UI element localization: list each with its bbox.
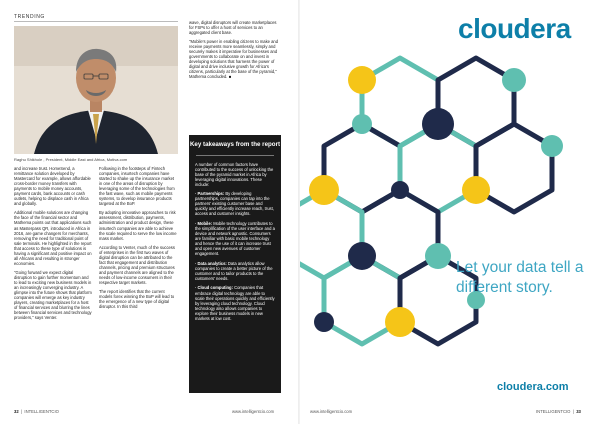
navy-node [314,312,334,332]
photo-caption: Raghu Shikhole , President, Middle East and Africa, Motiva.com [14,157,128,162]
page-number: 32 [14,409,19,414]
yellow-node [385,307,415,337]
navy-node [422,108,454,140]
footer-right: INTELLIGENTCIO | 33 [536,409,581,414]
takeaway-text: Data analytics allow companies to create a better picture of the customer and to tailor products to the customers' needs. [195,260,273,281]
body-column-2 [99,166,178,313]
takeaway-text: Mobile technology contributes to the simplification of the user interface and a device and network agnostic. Consumers are familiar with basic mobile technology and hence the use of it can increase trust and open new avenues of customer engagement. [195,220,275,257]
paragraph: and increase trust. HomeSend, a remittance solution developed by Mastercard for example, allows affordable cross-border money transfers with payments to mobile money accounts, payment cards, bank accounts or cash outlets, helping to displace cash in Africa and globally. [14,166,91,207]
paragraph: "Mobile's power in enabling citizens to make and receive payments more seamlessly, simply and securely makes it imperative for businesses and governments to collaborate on and invest in developing solutions that harness the power of digital and drive inclusive growth for Africa's citizens, particularly at the base of the pyramid," Mathema concluded. ■ [189,39,279,80]
body-column-3 [189,20,281,84]
section-label: TRENDING [14,14,45,20]
takeaway-label: · Data analytics: [195,260,227,266]
paragraph: Additional mobile solutions are changing the face of the financial sector and Mathema points out that applications such as Masterpass QR, introduced in Africa in 2016, are game changers for merchants, removing the need for traditional point of sale terminals. He highlighted in the report that access to these type of solutions is having a significant and positive impact on all Africans and resulting in stronger economies. [14,210,92,266]
takeaway-label: · Mobile: [195,220,213,226]
takeaway-item [195,261,275,281]
body-column-1 [14,166,92,324]
hexagon-outline [476,124,552,212]
takeaway-item [195,285,275,320]
takeaway-label: · Cloud computing: [195,285,233,291]
portrait-photo [14,26,178,154]
takeaway-text: By developing partnerships, companies can tap into the partners' existing customer base and quickly and efficiently increase reach, trust, access and customer insights. [195,191,274,217]
paragraph: According to Venter, much of the success of enterprises in the first two waves of digital disruption can be attributed to the fact that engagement and distribution channels, pricing and premium structures and payment channels are aligned to the needs of low-income consumers in their respective target markets. [99,244,175,285]
page-number: 33 [576,409,581,414]
ad-url[interactable]: cloudera.com [497,381,569,393]
takeaways-body [189,162,281,321]
teal-node [502,68,526,92]
section-rule [14,21,178,22]
takeaway-text: Companies that embrace digital technology are able to scale their operations quickly and efficiently by leveraging cloud technology. Cloud technology also allows companies to explore their business models in new markets at low cost. [195,285,275,321]
takeaways-title: Key takeaways from the report [189,141,281,148]
yellow-node [348,66,376,94]
hexagon-network-artwork [300,0,600,424]
teal-node [541,135,563,157]
navy-node [348,242,376,270]
paragraph: The report identifies that the current models forex winning the BoP will lead to the emergence of a new type of digital disruptor. In this third [99,289,175,310]
key-takeaways-box [189,135,281,393]
takeaways-divider [196,155,274,156]
takeaway-item [195,191,275,216]
footer-left: 32 | INTELLIGENTCIO [14,409,59,414]
footer-url: www.intelligentcio.com [232,409,275,414]
ad-tagline: Let your data tell a different story. [456,259,584,296]
takeaway-label: · Partnerships: [195,191,225,197]
right-page-advert [300,0,600,424]
takeaways-intro: A number of common factors have contributed to the success of unlocking the base of the pyramid market in Africa by leveraging digital innovations. These include: [195,161,274,187]
yellow-node [462,176,490,204]
paragraph: By adopting innovative approaches to risk assessment, distribution, payments, administration and product design, these insurtech companies are able to achieve the scale required to serve the low income mass market. [99,210,177,241]
footer-url: www.intelligentcio.com [310,409,353,414]
teal-node [352,114,372,134]
teal-node [425,243,451,269]
magazine-name: INTELLIGENTCIO [536,409,571,414]
paragraph: wave, digital disruptors will create marketplaces for FSPs to offer a host of services to an aggregated client base. [189,20,277,36]
yellow-node [309,175,339,205]
navy-node [391,181,409,199]
paragraph: Following in the footsteps of Fintech companies, insurtech companies have started to shake up the insurance market in one of the areas of disruption by leveraging some of the technologies from the fast wave, such as mobile payments systems, to develop insurance products targeted at the BoP. [99,166,175,207]
portrait-illustration [14,26,178,154]
takeaway-item [195,221,275,256]
paragraph: "Going forward we expect digital disruption to gain further momentum and to lead to exciting new business models in an increasingly converging industry. A glimpse into the future shows that platform companies will emerge as key industry players, creating marketplaces for a host of financial services and blurring the lines between financial services and technology providers," says Venter. [14,269,92,321]
cloudera-logo: cloudera [458,13,571,44]
magazine-name: INTELLIGENTCIO [24,409,59,414]
